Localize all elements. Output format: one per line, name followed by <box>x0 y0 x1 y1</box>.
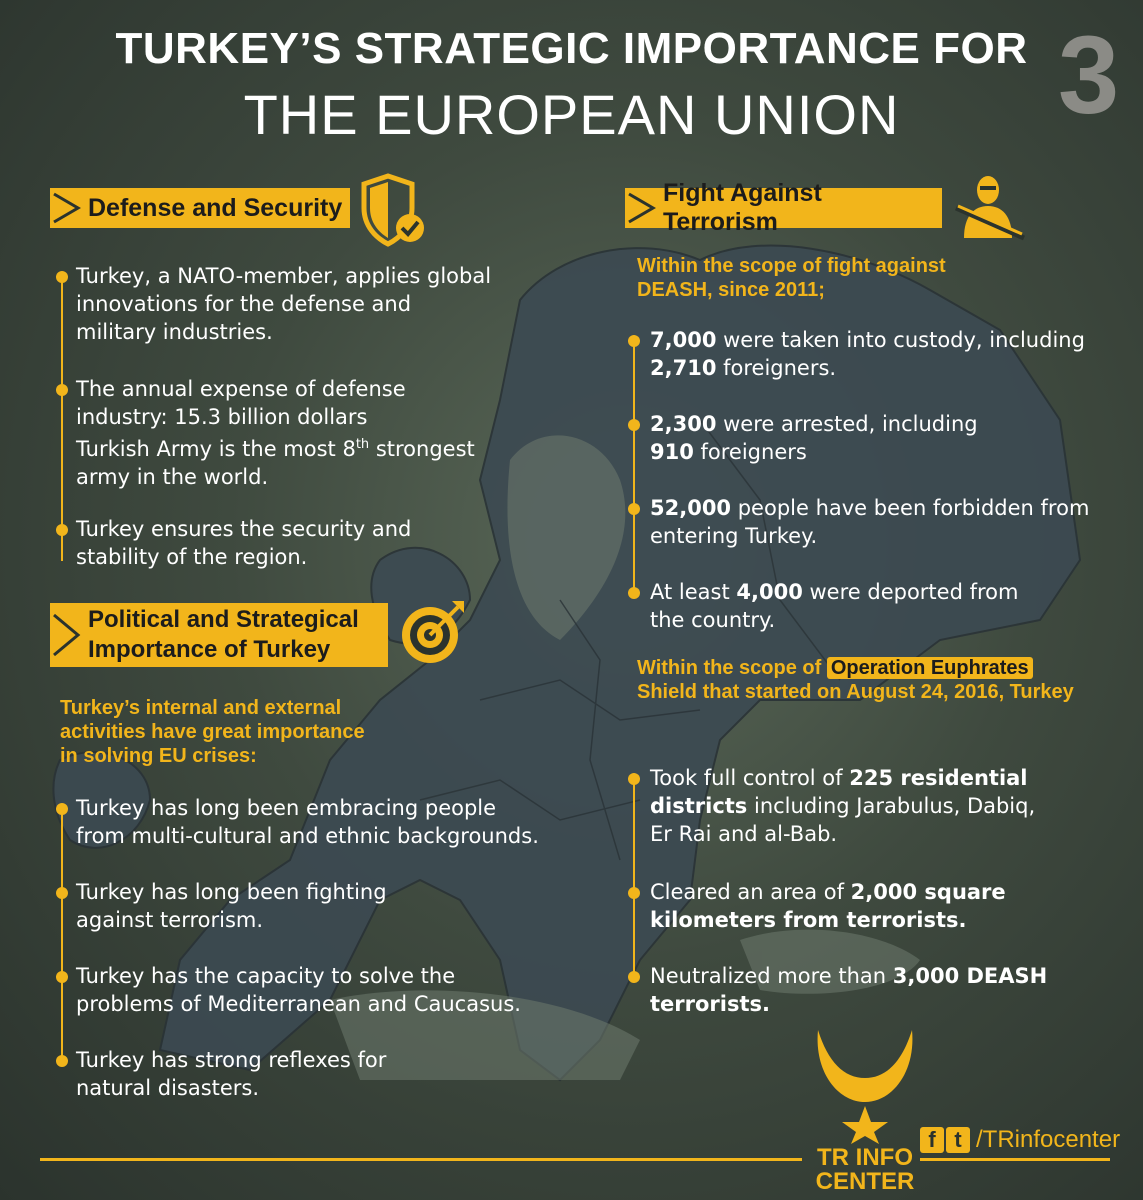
terrorism-item-2: 2,300 were arrested, including 910 foreigners <box>650 412 978 464</box>
crescent-star-logo-icon <box>810 1022 920 1144</box>
euphrates-intro: Within the scope of Operation Euphrates Shield that started on August 24, 2016, Turkey <box>637 657 1074 703</box>
terrorism-item-4: At least 4,000 were deported from the country. <box>650 580 1019 632</box>
terrorism-intro: Within the scope of fight against DEASH, since 2011; <box>637 255 946 301</box>
terrorism-heading: Fight Against Terrorism <box>663 179 822 236</box>
social-links[interactable] <box>920 1126 1120 1154</box>
terrorism-item-1: 7,000 were taken into custody, including 2,710 foreigners. <box>650 328 1085 380</box>
euphrates-item-1: Took full control of 225 residential districts including Jarabulus, Dabiq, Er Rai and al-Bab. <box>650 766 1036 846</box>
political-heading-line-1: Political and Strategical <box>88 606 359 633</box>
title-line-1: TURKEY’S STRATEGIC IMPORTANCE FOR <box>115 24 1028 73</box>
shield-check-icon <box>358 172 428 248</box>
political-item-1: Turkey has long been embracing people from multi-cultural and ethnic backgrounds. <box>76 796 539 848</box>
section-header-political <box>50 603 388 667</box>
section-header-defense <box>50 188 350 228</box>
defense-item-1: Turkey, a NATO-member, applies global innovations for the defense and military industries. <box>76 264 492 344</box>
logo-text: TR INFO CENTER <box>815 1144 915 1195</box>
political-intro: Turkey’s internal and external activities have great importance in solving EU crises: <box>60 697 365 767</box>
social-handle[interactable]: /TRinfocenter <box>976 1126 1121 1153</box>
political-item-3: Turkey has the capacity to solve the problems of Mediterranean and Caucasus. <box>76 964 521 1016</box>
facebook-icon[interactable]: f <box>920 1127 944 1153</box>
page-number: 3 <box>1058 14 1120 137</box>
defense-heading: Defense and Security <box>88 193 343 222</box>
euphrates-item-2: Cleared an area of 2,000 square kilometers from terrorists. <box>650 880 1006 932</box>
defense-item-2: The annual expense of defense industry: 15.3 billion dollars Turkish Army is the most 8th strongest army in the world. <box>76 377 475 489</box>
section-header-terrorism <box>625 179 942 236</box>
political-item-4: Turkey has strong reflexes for natural disasters. <box>76 1048 387 1100</box>
footer-rule-right <box>920 1158 1110 1161</box>
defense-item-3: Turkey ensures the security and stability of the region. <box>76 517 412 569</box>
terrorism-item-3: 52,000 people have been forbidden from entering Turkey. <box>650 496 1090 548</box>
target-arrow-icon <box>398 597 468 667</box>
euphrates-item-3: Neutralized more than 3,000 DEASH terrorists. <box>650 964 1048 1016</box>
arrow-icon <box>50 603 84 667</box>
title-line-2: THE EUROPEAN UNION <box>243 83 900 146</box>
masked-gunman-icon <box>952 172 1028 244</box>
twitter-icon[interactable]: t <box>946 1127 970 1153</box>
political-item-2: Turkey has long been fighting against terrorism. <box>76 880 387 932</box>
arrow-icon <box>50 188 84 228</box>
political-heading-line-2: Importance of Turkey <box>88 636 331 663</box>
arrow-icon <box>625 188 659 228</box>
footer-rule-left <box>40 1158 802 1161</box>
operation-highlight: Operation Euphrates <box>827 657 1033 679</box>
